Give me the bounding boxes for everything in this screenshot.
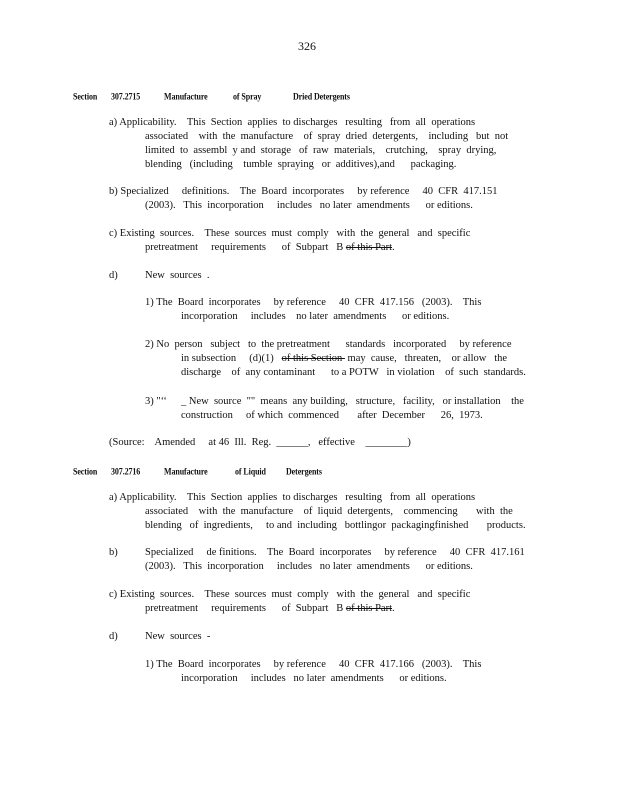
paragraph-d1-line: 1) The Board incorporates by reference 40 CFR 417.156 (2003). This xyxy=(145,297,482,308)
paragraph-a-line: blending of ingredients, to and including bottlingor packagingfinished products. xyxy=(145,520,526,531)
paragraph-b-line: (2003). This incorporation includes no later amendments or editions. xyxy=(145,561,473,572)
section-number: 307.2715 xyxy=(111,91,141,102)
paragraph-d2-line: discharge of any contaminant to a POTW in violation of such standards. xyxy=(181,367,526,378)
paragraph-d3-line: _ New source "" means any building, structure, facility, or installation the xyxy=(181,396,524,407)
paragraph-a-line: blending (including tumble spraying or additives),and packaging. xyxy=(145,159,457,170)
paragraph-c-line: pretreatment requirements of Subpart B of this Part. xyxy=(145,242,395,253)
section-title-word: Manufacture xyxy=(164,91,208,102)
paragraph-c-line: c) Existing sources. These sources must comply with the general and specific xyxy=(109,228,471,239)
paragraph-a-line: associated with the manufacture of spray dried detergents, including but not xyxy=(145,131,509,142)
section-title-word: Detergents xyxy=(286,466,322,477)
paragraph-b-line: Specialized de finitions. The Board incorporates by reference 40 CFR 417.161 xyxy=(145,547,525,558)
paragraph-d-label: d) xyxy=(109,270,118,281)
paragraph-d-heading: New sources . xyxy=(145,270,210,281)
section-number: 307.2716 xyxy=(111,466,141,477)
paragraph-d3-line: construction of which commenced after December 26, 1973. xyxy=(181,410,483,421)
source-note: (Source: Amended at 46 Ill. Reg. ______, effective ________) xyxy=(109,437,411,448)
struck-text: of this Part xyxy=(345,603,392,614)
paragraph-d2-line: in subsection (d)(1) of this Section may cause, threaten, or allow the xyxy=(181,353,508,364)
paragraph-c-line: c) Existing sources. These sources must comply with the general and specific xyxy=(109,589,471,600)
section-label: Section xyxy=(73,91,98,102)
section-title-word: Dried xyxy=(293,91,313,102)
paragraph-b-label: b) xyxy=(109,547,118,558)
paragraph-a-line: limited to assembl y and storage of raw materials, crutching, spray drying, xyxy=(145,145,497,156)
paragraph-b-line: (2003). This incorporation includes no later amendments or editions. xyxy=(145,200,473,211)
paragraph-d1-line: incorporation includes no later amendments or editions. xyxy=(181,673,447,684)
paragraph-d1-line: incorporation includes no later amendments or editions. xyxy=(181,311,450,322)
paragraph-c-line: pretreatment requirements of Subpart B of this Part. xyxy=(145,603,395,614)
section-label: Section xyxy=(73,466,98,477)
paragraph-b-line: b) Specialized definitions. The Board incorporates by reference 40 CFR 417.151 xyxy=(109,186,498,197)
section-title-word: Manufacture xyxy=(164,466,208,477)
paragraph-a-line: a) Applicability. This Section applies to discharges resulting from all operations xyxy=(109,117,476,128)
paragraph-a-line: a) Applicability. This Section applies to discharges resulting from all operations xyxy=(109,492,476,503)
page-number: 326 xyxy=(298,39,316,53)
struck-text: of this Section xyxy=(281,353,345,364)
struck-text: of this Part xyxy=(345,242,392,253)
paragraph-d-label: d) xyxy=(109,631,118,642)
section-title-word: of Liquid xyxy=(235,466,266,477)
paragraph-a-line: associated with the manufacture of liquid detergents, commencing with the xyxy=(145,506,513,517)
paragraph-d1-line: 1) The Board incorporates by reference 40 CFR 417.166 (2003). This xyxy=(145,659,482,670)
section-title-word: Detergents xyxy=(314,91,350,102)
paragraph-d3-marker: 3) "‘‘ xyxy=(145,396,167,407)
section-title-word: of Spray xyxy=(233,91,262,102)
paragraph-d2-line: 2) No person subject to the pretreatment standards incorporated by reference xyxy=(145,339,512,350)
paragraph-d-heading: New sources - xyxy=(145,631,211,642)
